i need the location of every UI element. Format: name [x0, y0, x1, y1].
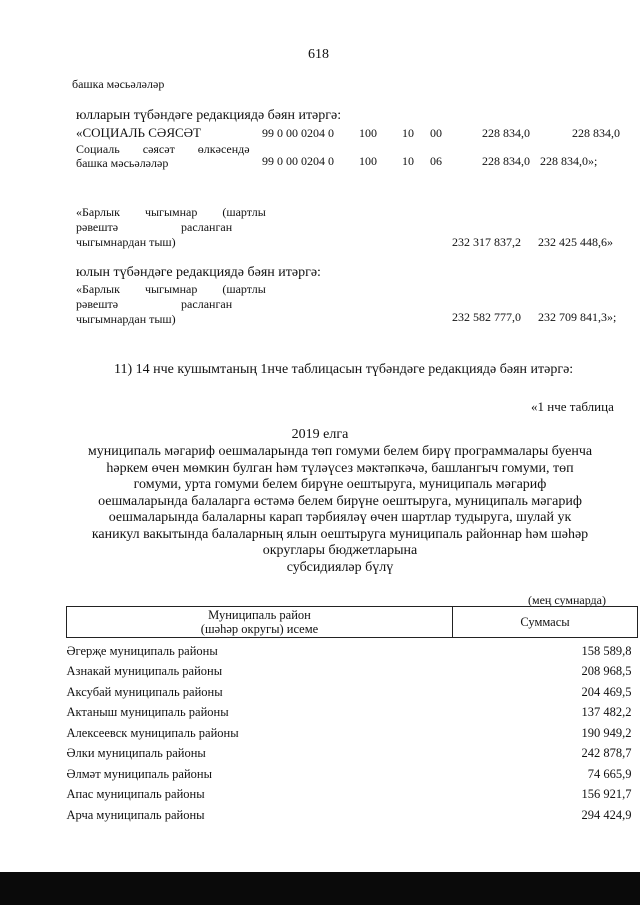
- block2-line3: чыгымнардан тыш): [76, 235, 176, 249]
- row-c1: 100: [359, 126, 377, 140]
- table-row: [67, 720, 638, 741]
- municipality-name: Әлки муниципаль районы: [66, 746, 206, 760]
- table-label: «1 нче таблица: [531, 399, 614, 414]
- table-header-row: [67, 607, 638, 638]
- row-value2: 228 834,0: [572, 126, 620, 140]
- municipality-name: Әгерҗе муниципаль районы: [66, 643, 218, 658]
- sum-value: 294 424,9: [581, 807, 632, 822]
- municipality-name: Әлмәт муниципаль районы: [66, 766, 212, 781]
- sum-value: 242 878,7: [581, 746, 632, 760]
- sum-value: 156 921,7: [581, 787, 632, 801]
- title-year: 2019 елга: [291, 427, 349, 442]
- sum-value: 204 469,5: [581, 684, 632, 699]
- title-line: һәркем өчен мөмкин булган һәм түләүсез мәктәпкәчә, башлангыч гомуми, төп: [106, 460, 574, 476]
- sum-value: 158 589,8: [581, 643, 632, 658]
- row-c1: 100: [359, 154, 377, 168]
- row-c2: 10: [402, 126, 414, 140]
- row-name-text: Социаль сәясәт өлкәсендә: [76, 142, 250, 156]
- row-name: «СОЦИАЛЬ СӘЯСӘТ: [76, 125, 201, 140]
- title-line: каникул вакытында балаларның ялын оештыруга муниципаль районнар һәм шәһәр: [91, 526, 589, 542]
- table-row: [67, 741, 638, 762]
- block2-value1: 232 317 837,2: [452, 235, 521, 249]
- municipality-name: Апас муниципаль районы: [66, 787, 205, 801]
- sum-value: 190 949,2: [581, 725, 632, 740]
- block2-line1: «Барлык чыгымнар (шартлы: [76, 205, 266, 219]
- row-c3: 00: [430, 126, 442, 140]
- row-code: 99 0 00 0204 0: [262, 154, 334, 168]
- municipality-name: Актаныш муниципаль районы: [66, 705, 229, 719]
- block3-value1: 232 582 777,0: [452, 310, 521, 324]
- title-line: оешмаларында балаларга өстәмә белем бирүне оештыруга, муниципаль мәгариф: [98, 493, 582, 509]
- block3-line2: рәвештә расланган: [76, 297, 233, 311]
- block3-intro: юлын түбәндәге редакциядә бәян итәргә:: [76, 265, 321, 280]
- title-line: гомуми, урта гомуми белем бирүне оештыруга, муниципаль мәгариф: [133, 477, 547, 492]
- units-note: (мең сумнарда): [528, 593, 606, 607]
- block2-value2: 232 425 448,6»: [538, 235, 613, 249]
- title-line: оешмаларында балаларны карап тәрбияләү өчен шартлар тудыруга, шулай ук: [108, 510, 572, 525]
- table-row: [67, 761, 638, 782]
- block1-intro: юлларын түбәндәге редакциядә бәян итәргә:: [76, 108, 342, 123]
- row-c3: 06: [430, 154, 442, 168]
- sum-value: 137 482,2: [581, 705, 632, 719]
- table-row: [67, 782, 638, 803]
- block3-line1: «Барлык чыгымнар (шартлы: [76, 282, 266, 296]
- row-name-line2: башка мәсьәләләр: [76, 156, 169, 170]
- header-name-line1: Муниципаль район: [208, 608, 311, 622]
- scan-bottom-edge: [0, 872, 640, 905]
- municipality-name: Азнакай муниципаль районы: [66, 664, 223, 678]
- subsidy-table: [66, 606, 638, 823]
- item-11-instruction: 11) 14 нче кушымтаның 1нче таблицасын түбәндәге редакциядә бәян итәргә:: [114, 362, 574, 377]
- municipality-name: Арча муниципаль районы: [66, 807, 205, 822]
- row-value1: 228 834,0: [482, 126, 530, 140]
- municipality-name: Алексеевск муниципаль районы: [66, 725, 239, 740]
- sum-value: 208 968,5: [581, 664, 632, 678]
- title-line: муниципаль мәгариф оешмаларында төп гомуми белем бирү программалары буенча: [87, 444, 593, 459]
- row-value2: 228 834,0»;: [540, 154, 598, 168]
- table-row: [67, 802, 638, 823]
- continuation-text: башка мәсьәләләр: [72, 77, 165, 91]
- table-row: [67, 659, 638, 680]
- block3-value2: 232 709 841,3»;: [538, 310, 617, 324]
- row-name-line1: [76, 142, 250, 157]
- block3-line3: чыгымнардан тыш): [76, 312, 176, 326]
- page-number: 618: [308, 47, 329, 62]
- header-name-line2: (шәһәр округы) исеме: [200, 622, 319, 636]
- title-line: субсидияләр бүлү: [286, 559, 394, 575]
- header-sum: Суммасы: [453, 607, 638, 638]
- table-row: [67, 700, 638, 721]
- header-municipality: [67, 607, 453, 638]
- table-row: [67, 638, 638, 659]
- row-value1: 228 834,0: [482, 154, 530, 168]
- sum-value: 74 665,9: [587, 766, 632, 781]
- municipality-name: Аксубай муниципаль районы: [66, 684, 223, 699]
- table-row: [67, 679, 638, 700]
- document-title: [0, 444, 640, 576]
- title-line: округлары бюджетларына: [262, 543, 418, 558]
- row-code: 99 0 00 0204 0: [262, 126, 334, 140]
- row-c2: 10: [402, 154, 414, 168]
- block2-line2: рәвештә расланган: [76, 220, 233, 234]
